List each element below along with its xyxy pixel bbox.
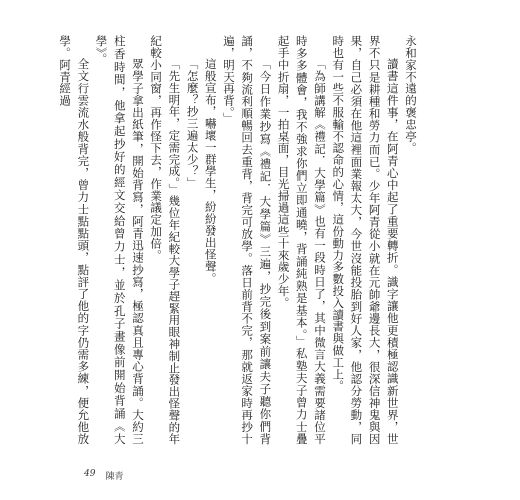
page-footer	[84, 469, 123, 482]
paragraph: 永和家不遠的褒忠亭。	[404, 35, 418, 154]
paragraph: 這般宣布，嚇壞一群學生，紛紛發出怪聲。	[203, 58, 218, 285]
running-title: 陳青	[105, 472, 124, 482]
paragraph: 「先生明年，定需完成。」幾位年紀較大學子趕緊用眼神制止發出怪聲的年紀較小同窗，再作怪下去，作業議定加倍。	[149, 35, 182, 445]
body-text	[56, 35, 420, 445]
paragraph: 「為師講解《禮記．大學篇》也有一段時日了，其中微言大義需要諸位平時多多體會，我不強求你們立即通曉，背誦純熟是基本。」私塾夫子曾力士疊起手中折扇，一拍桌面，目光掃過這些十來歲少年。	[276, 35, 327, 445]
page-number: 49	[84, 469, 96, 479]
paragraph: 眾學子拿出紙筆，開始背寫，阿青迅速抄寫，極認真且專心背誦。大約三柱香時間，他拿起抄好的經文交給曾力士，並於孔子畫像前開始背誦《大學》。	[94, 35, 145, 445]
paragraph: 全文行雲流水般背完，曾力士點點頭，點評了他的字仍需多練，便允他放學。阿青經過	[58, 35, 91, 445]
paragraph: 「怎麼？抄三遍太少？」	[185, 58, 200, 189]
paragraph: 讀書這件事，在阿青心中起了重要轉折。識字讓他更積極認識新世界，世界不只是耕種和勞力而已。少年阿青從小就在元帥爺邊長大，很深信神鬼與因果，自己必須在他這裡面業報太大，今世沒能投胎到好人家，他認分勞動，同時也有一些不服輸不認命的心情，這份動力多數投入讀書與做工上。	[331, 35, 400, 445]
paragraph: 「今日作業抄寫《禮記．大學篇》三遍，抄完後到案前讓夫子聽你們背誦，不夠流利順暢回去重背，背完可放學。落日前背不完，那就返家時再抄十遍，明天再背。」	[221, 35, 273, 445]
